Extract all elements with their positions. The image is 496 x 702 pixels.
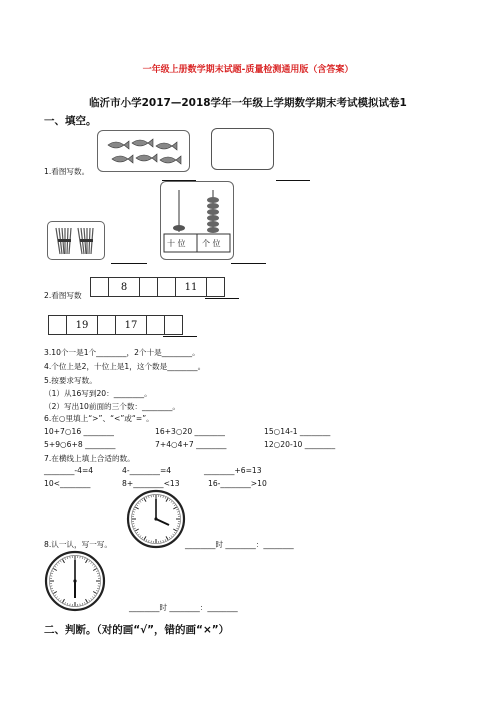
number-strip-1 <box>90 277 225 297</box>
stick-bundles-icon <box>48 222 104 259</box>
q7-item: 8+________<13 <box>122 479 180 488</box>
q7-item: ________-4=4 <box>44 466 94 475</box>
q5-part2: （2）写出10前面的三个数：________。 <box>44 402 180 411</box>
strip2-cell[interactable] <box>98 316 116 334</box>
q7-item: 4-________=4 <box>122 466 172 475</box>
q3-text: 3.10个一是1个________，2个十是________。 <box>44 348 200 357</box>
strip2-cell[interactable] <box>165 316 182 334</box>
q6-item: 5+9○6+8 ________ <box>44 440 116 449</box>
clock-icon <box>126 489 186 549</box>
q2-label: 2.看图写数 <box>44 291 82 300</box>
fish-group-icon <box>98 131 189 171</box>
q8-answer-a[interactable]: ________时 ________：________ <box>185 540 294 549</box>
strip1-cell[interactable] <box>158 278 176 296</box>
q6-text: 6.在○里填上“>”、“<”或“=”。 <box>44 414 154 423</box>
q8-label: 8.认一认，写一写。 <box>44 540 112 549</box>
promo-title: 一年级上册数学期末试题-质量检测通用版（含答案） <box>142 65 354 75</box>
strip2-cell[interactable] <box>49 316 67 334</box>
clock-icon <box>44 550 106 612</box>
strip2-cell[interactable] <box>147 316 165 334</box>
strip1-cell[interactable] <box>207 278 224 296</box>
q6-item: 15○14-1 ________ <box>264 427 331 436</box>
empty-picture-frame <box>211 128 274 170</box>
answer-line-abacus[interactable] <box>231 263 266 264</box>
strip1-cell: 8 <box>109 278 140 296</box>
answer-line-sticks[interactable] <box>111 263 147 264</box>
answer-line-strip2[interactable] <box>163 336 197 337</box>
fish-picture-frame <box>97 130 190 172</box>
sticks-frame <box>47 221 105 260</box>
number-strip-2 <box>48 315 183 335</box>
q7-item: 10<________ <box>44 479 91 488</box>
q7-item: ________+6=13 <box>204 466 262 475</box>
q6-item: 10+7○16 ________ <box>44 427 114 436</box>
strip2-cell: 19 <box>67 316 98 334</box>
q6-item: 7+4○4+7 ________ <box>155 440 227 449</box>
exam-title: 临沂市小学2017—2018学年一年级上学期数学期末考试模拟试卷1 <box>89 97 407 109</box>
q7-item: 16-________>10 <box>208 479 267 488</box>
abacus-frame <box>160 181 234 260</box>
strip1-cell: 11 <box>176 278 207 296</box>
strip1-cell[interactable] <box>91 278 109 296</box>
abacus-ones-label: 个 位 <box>202 239 221 248</box>
strip2-cell: 17 <box>116 316 147 334</box>
abacus-tens-label: 十 位 <box>167 239 186 248</box>
answer-line-strip1[interactable] <box>205 298 239 299</box>
section-fill-title: 一、填空。 <box>44 115 97 127</box>
q4-text: 4.个位上是2，十位上是1，这个数是________。 <box>44 362 206 371</box>
q1-label: 1.看图写数。 <box>44 167 90 176</box>
q5-text: 5.按要求写数。 <box>44 376 97 385</box>
answer-line-frame[interactable] <box>276 180 310 181</box>
q5-part1: （1）从16写到20：________。 <box>44 389 152 398</box>
section-judge-title: 二、判断。（对的画“√”，错的画“×”） <box>44 624 230 636</box>
q8-answer-b[interactable]: ________时 ________：________ <box>129 603 238 612</box>
q6-item: 16+3○20 ________ <box>155 427 225 436</box>
q7-text: 7.在横线上填上合适的数。 <box>44 454 135 463</box>
q6-item: 12○20-10 ________ <box>264 440 336 449</box>
strip1-cell[interactable] <box>140 278 158 296</box>
